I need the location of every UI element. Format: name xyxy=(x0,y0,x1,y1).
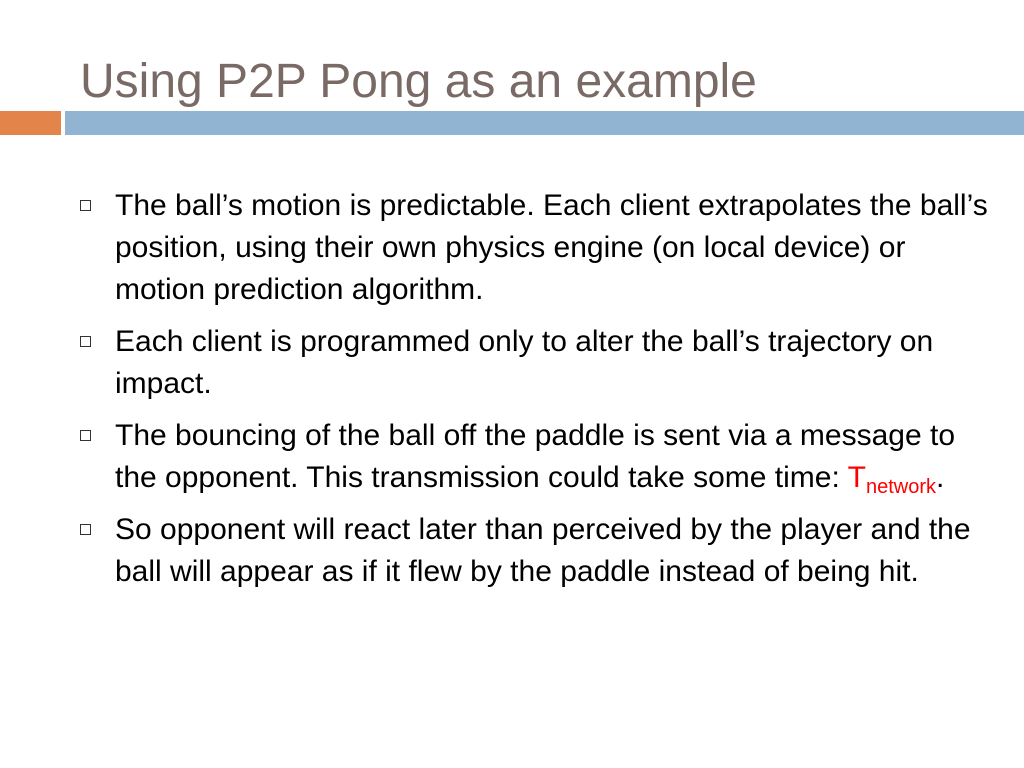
bullet-text: So opponent will react later than perceived by the player and the ball will appear as if it flew by the paddle instead of being hit. xyxy=(115,513,971,588)
bullet-text: The ball’s motion is predictable. Each client extrapolates the ball’s position, using their own physics engine (on local device) or motion prediction algorithm. xyxy=(115,189,988,306)
square-bullet-icon xyxy=(80,430,91,441)
bullet-text: Each client is programmed only to alter the ball’s trajectory on impact. xyxy=(115,325,934,400)
bullet-item-opponent-reaction xyxy=(80,509,990,593)
bullet-text-end: . xyxy=(935,461,945,494)
bullet-text: The bouncing of the ball off the paddle is sent via a message to the opponent. This transmission could take some time: xyxy=(115,419,955,494)
square-bullet-icon xyxy=(80,336,91,347)
slide-title: Using P2P Pong as an example xyxy=(80,55,757,108)
network-time-term xyxy=(847,461,936,498)
bullet-item-client-programming xyxy=(80,321,990,405)
title-band-main xyxy=(65,111,1024,135)
network-time-symbol: T xyxy=(847,461,866,494)
square-bullet-icon xyxy=(80,524,91,535)
square-bullet-icon xyxy=(80,200,91,211)
network-time-subscript: network xyxy=(865,476,936,498)
bullet-item-bounce-message xyxy=(80,415,990,499)
bullet-item-ball-motion xyxy=(80,185,990,311)
bullet-list xyxy=(80,185,990,603)
title-band-accent xyxy=(0,111,61,135)
